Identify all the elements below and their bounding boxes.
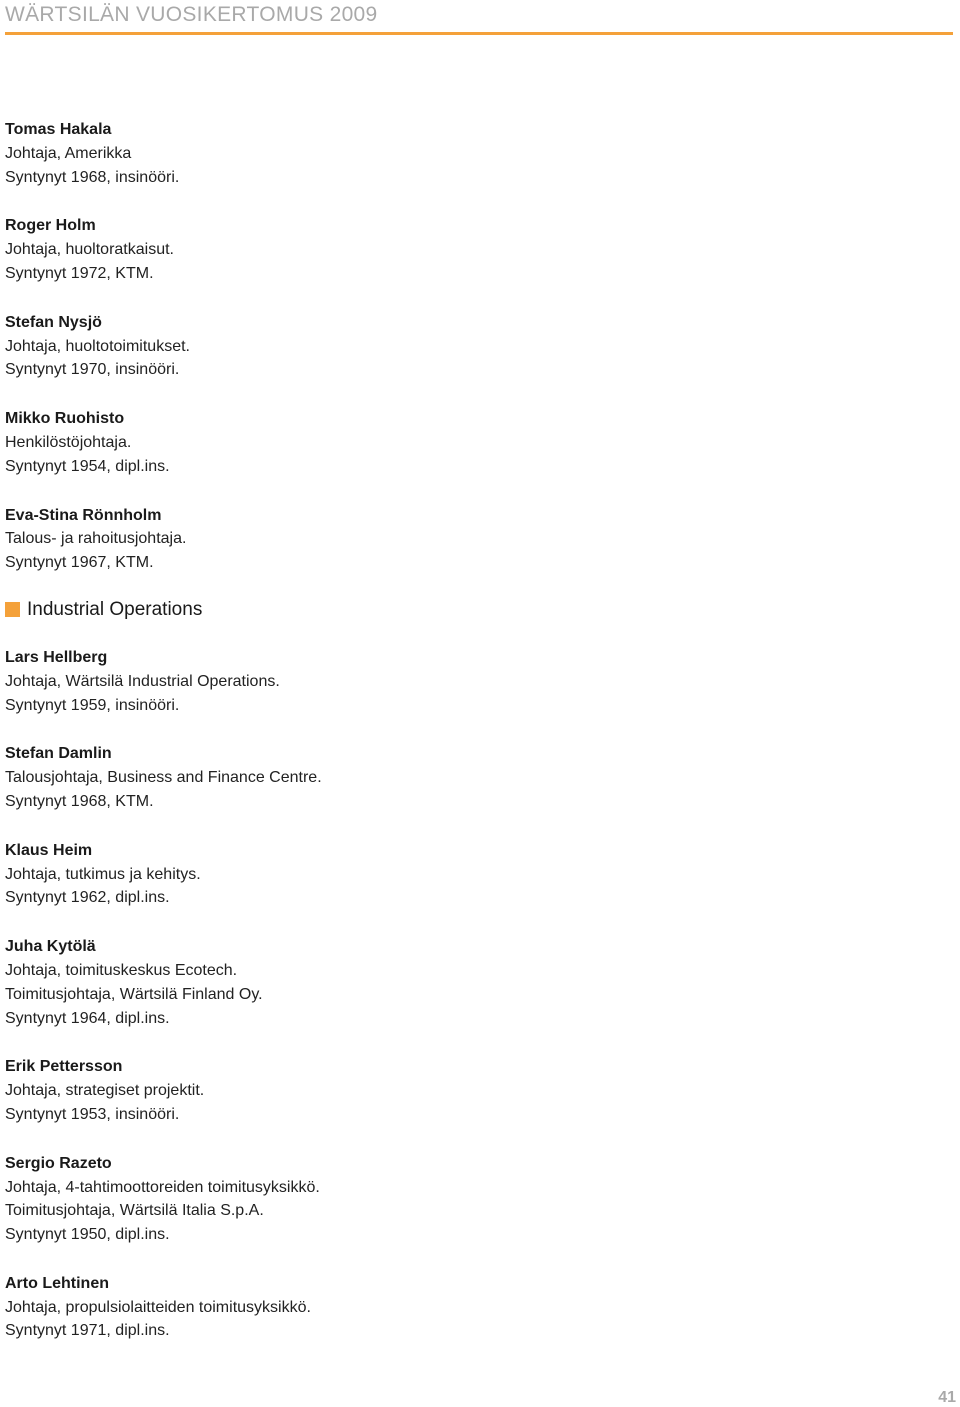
person-entry	[5, 839, 905, 910]
person-detail: Johtaja, propulsiolaitteiden toimitusyksikkö.	[5, 1298, 311, 1316]
report-title: WÄRTSILÄN VUOSIKERTOMUS 2009	[5, 3, 378, 26]
person-entry	[5, 311, 905, 382]
person-detail: Johtaja, strategiset projektit.	[5, 1082, 205, 1100]
person-detail: Syntynyt 1968, KTM.	[5, 792, 154, 810]
person-detail: Johtaja, 4-tahtimoottoreiden toimitusyksikkö.	[5, 1178, 320, 1196]
person-entry	[5, 504, 905, 575]
person-detail: Syntynyt 1972, KTM.	[5, 264, 154, 282]
person-detail: Johtaja, huoltoratkaisut.	[5, 241, 174, 259]
person-name: Stefan Damlin	[5, 745, 112, 763]
person-entry	[5, 742, 905, 813]
content	[5, 118, 905, 1368]
person-name: Juha Kytölä	[5, 938, 96, 956]
person-detail: Toimitusjohtaja, Wärtsilä Finland Oy.	[5, 985, 263, 1003]
person-name: Roger Holm	[5, 217, 96, 235]
person-detail: Syntynyt 1953, insinööri.	[5, 1105, 180, 1123]
person-list-after	[5, 646, 905, 1343]
person-name: Klaus Heim	[5, 841, 93, 859]
person-entry	[5, 407, 905, 478]
person-detail: Talous- ja rahoitusjohtaja.	[5, 530, 187, 548]
section-heading	[5, 598, 905, 622]
person-detail: Syntynyt 1954, dipl.ins.	[5, 457, 170, 475]
person-detail: Johtaja, tutkimus ja kehitys.	[5, 865, 201, 883]
person-entry	[5, 214, 905, 285]
person-name: Stefan Nysjö	[5, 313, 102, 331]
person-name: Mikko Ruohisto	[5, 410, 125, 428]
person-list-before	[5, 118, 905, 575]
person-detail: Syntynyt 1959, insinööri.	[5, 696, 180, 714]
person-name: Sergio Razeto	[5, 1154, 112, 1172]
square-marker-icon	[5, 602, 20, 617]
person-detail: Syntynyt 1962, dipl.ins.	[5, 889, 170, 907]
person-name: Lars Hellberg	[5, 648, 108, 666]
person-name: Erik Pettersson	[5, 1058, 123, 1076]
person-detail: Syntynyt 1967, KTM.	[5, 554, 154, 572]
person-detail: Johtaja, Amerikka	[5, 144, 132, 162]
person-detail: Syntynyt 1971, dipl.ins.	[5, 1322, 170, 1340]
person-name: Arto Lehtinen	[5, 1274, 109, 1292]
person-detail: Syntynyt 1964, dipl.ins.	[5, 1009, 170, 1027]
person-entry	[5, 935, 905, 1030]
person-detail: Syntynyt 1970, insinööri.	[5, 361, 180, 379]
person-entry	[5, 118, 905, 189]
person-entry	[5, 646, 905, 717]
page-header	[5, 2, 953, 35]
person-detail: Syntynyt 1968, insinööri.	[5, 168, 180, 186]
person-detail: Henkilöstöjohtaja.	[5, 433, 132, 451]
header-rule	[5, 32, 953, 35]
person-detail: Syntynyt 1950, dipl.ins.	[5, 1226, 170, 1244]
person-detail: Toimitusjohtaja, Wärtsilä Italia S.p.A.	[5, 1202, 264, 1220]
person-name: Tomas Hakala	[5, 121, 112, 138]
section-title: Industrial Operations	[27, 598, 203, 620]
person-detail: Johtaja, toimituskeskus Ecotech.	[5, 961, 238, 979]
person-detail: Johtaja, huoltotoimitukset.	[5, 337, 190, 355]
person-detail: Talousjohtaja, Business and Finance Centre.	[5, 769, 322, 787]
person-entry	[5, 1272, 905, 1343]
person-entry	[5, 1055, 905, 1126]
person-name: Eva-Stina Rönnholm	[5, 506, 162, 524]
page-number: 41	[938, 1389, 956, 1406]
person-entry	[5, 1152, 905, 1247]
person-detail: Johtaja, Wärtsilä Industrial Operations.	[5, 672, 280, 690]
